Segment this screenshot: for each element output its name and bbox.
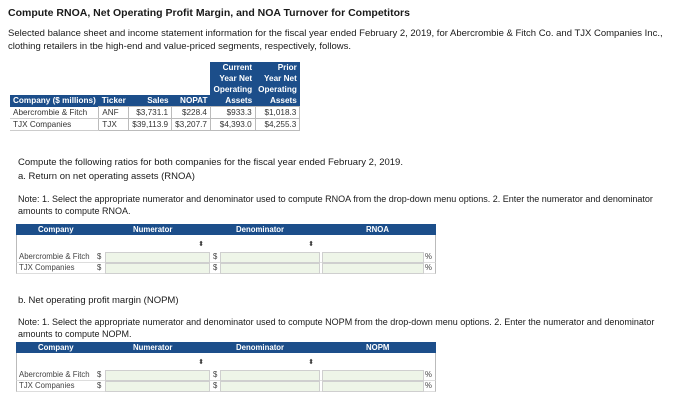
table-row: TJX Companies $ $ % (16, 381, 436, 392)
table-header-row: Year Net Year Net (10, 73, 300, 84)
table-header-row: Operating Operating (10, 84, 300, 95)
intro-text: Selected balance sheet and income statement information for the fiscal year ended February 2, 2019, for Abercrombie & Fitch Co. and TJX Companies Inc., clothing retailers in tbe high-end and value-priced segments, respectively, follows. (8, 28, 663, 52)
denominator-input[interactable] (220, 252, 320, 263)
table-row: Abercrombie & Fitch ANF $3,731.1 $228.4 $933.3 $1,018.3 (10, 107, 300, 119)
denominator-select[interactable] (210, 353, 320, 370)
denominator-input[interactable] (220, 370, 320, 381)
nopm-input[interactable] (322, 370, 424, 381)
denominator-input[interactable] (220, 381, 320, 392)
grid-header: Company Numerator Denominator NOPM (16, 342, 436, 353)
nopm-answer-grid (16, 342, 436, 392)
numerator-input[interactable] (105, 252, 210, 263)
nopm-input[interactable] (322, 381, 424, 392)
table-header-row: Current Prior (10, 62, 300, 73)
numerator-select[interactable] (105, 235, 210, 252)
table-row: TJX Companies $ $ % (16, 263, 436, 274)
table-row: Abercrombie & Fitch $ $ % (16, 370, 436, 381)
part-b-note: Note: 1. Select the appropriate numerator and denominator used to compute NOPM from the drop-down menu options. 2. Enter the numerator and denominator amounts to compute NOPM. (18, 317, 655, 339)
numerator-input[interactable] (105, 370, 210, 381)
part-a-note: Note: 1. Select the appropriate numerator and denominator used to compute RNOA from the drop-down menu options. 2. Enter the numerator and denominator amounts to compute RNOA. (18, 194, 653, 216)
denominator-input[interactable] (220, 263, 320, 274)
numerator-input[interactable] (105, 381, 210, 392)
numerator-select-icon[interactable]: ⬍ (198, 241, 204, 248)
rnoa-answer-grid (16, 224, 436, 274)
rnoa-input[interactable] (322, 263, 424, 274)
part-a-label: a. Return on net operating assets (RNOA) (18, 171, 195, 182)
numerator-select-icon[interactable]: ⬍ (198, 359, 204, 366)
financial-data-table (10, 62, 300, 131)
numerator-select[interactable] (105, 353, 210, 370)
instruction-text: Compute the following ratios for both companies for the fiscal year ended February 2, 2019. (18, 157, 403, 168)
selector-row (16, 235, 436, 252)
page-title: Compute RNOA, Net Operating Profit Margin, and NOA Turnover for Competitors (8, 7, 410, 19)
denominator-select-icon[interactable]: ⬍ (308, 359, 314, 366)
denominator-select-icon[interactable]: ⬍ (308, 241, 314, 248)
rnoa-input[interactable] (322, 252, 424, 263)
grid-header: Company Numerator Denominator RNOA (16, 224, 436, 235)
numerator-input[interactable] (105, 263, 210, 274)
table-row: Abercrombie & Fitch $ $ % (16, 252, 436, 263)
selector-row (16, 353, 436, 370)
denominator-select[interactable] (210, 235, 320, 252)
table-header-row: Company ($ millions) Ticker Sales NOPAT Assets Assets (10, 95, 300, 107)
table-row: TJX Companies TJX $39,113.9 $3,207.7 $4,393.0 $4,255.3 (10, 119, 300, 131)
part-b-label: b. Net operating profit margin (NOPM) (18, 295, 179, 306)
